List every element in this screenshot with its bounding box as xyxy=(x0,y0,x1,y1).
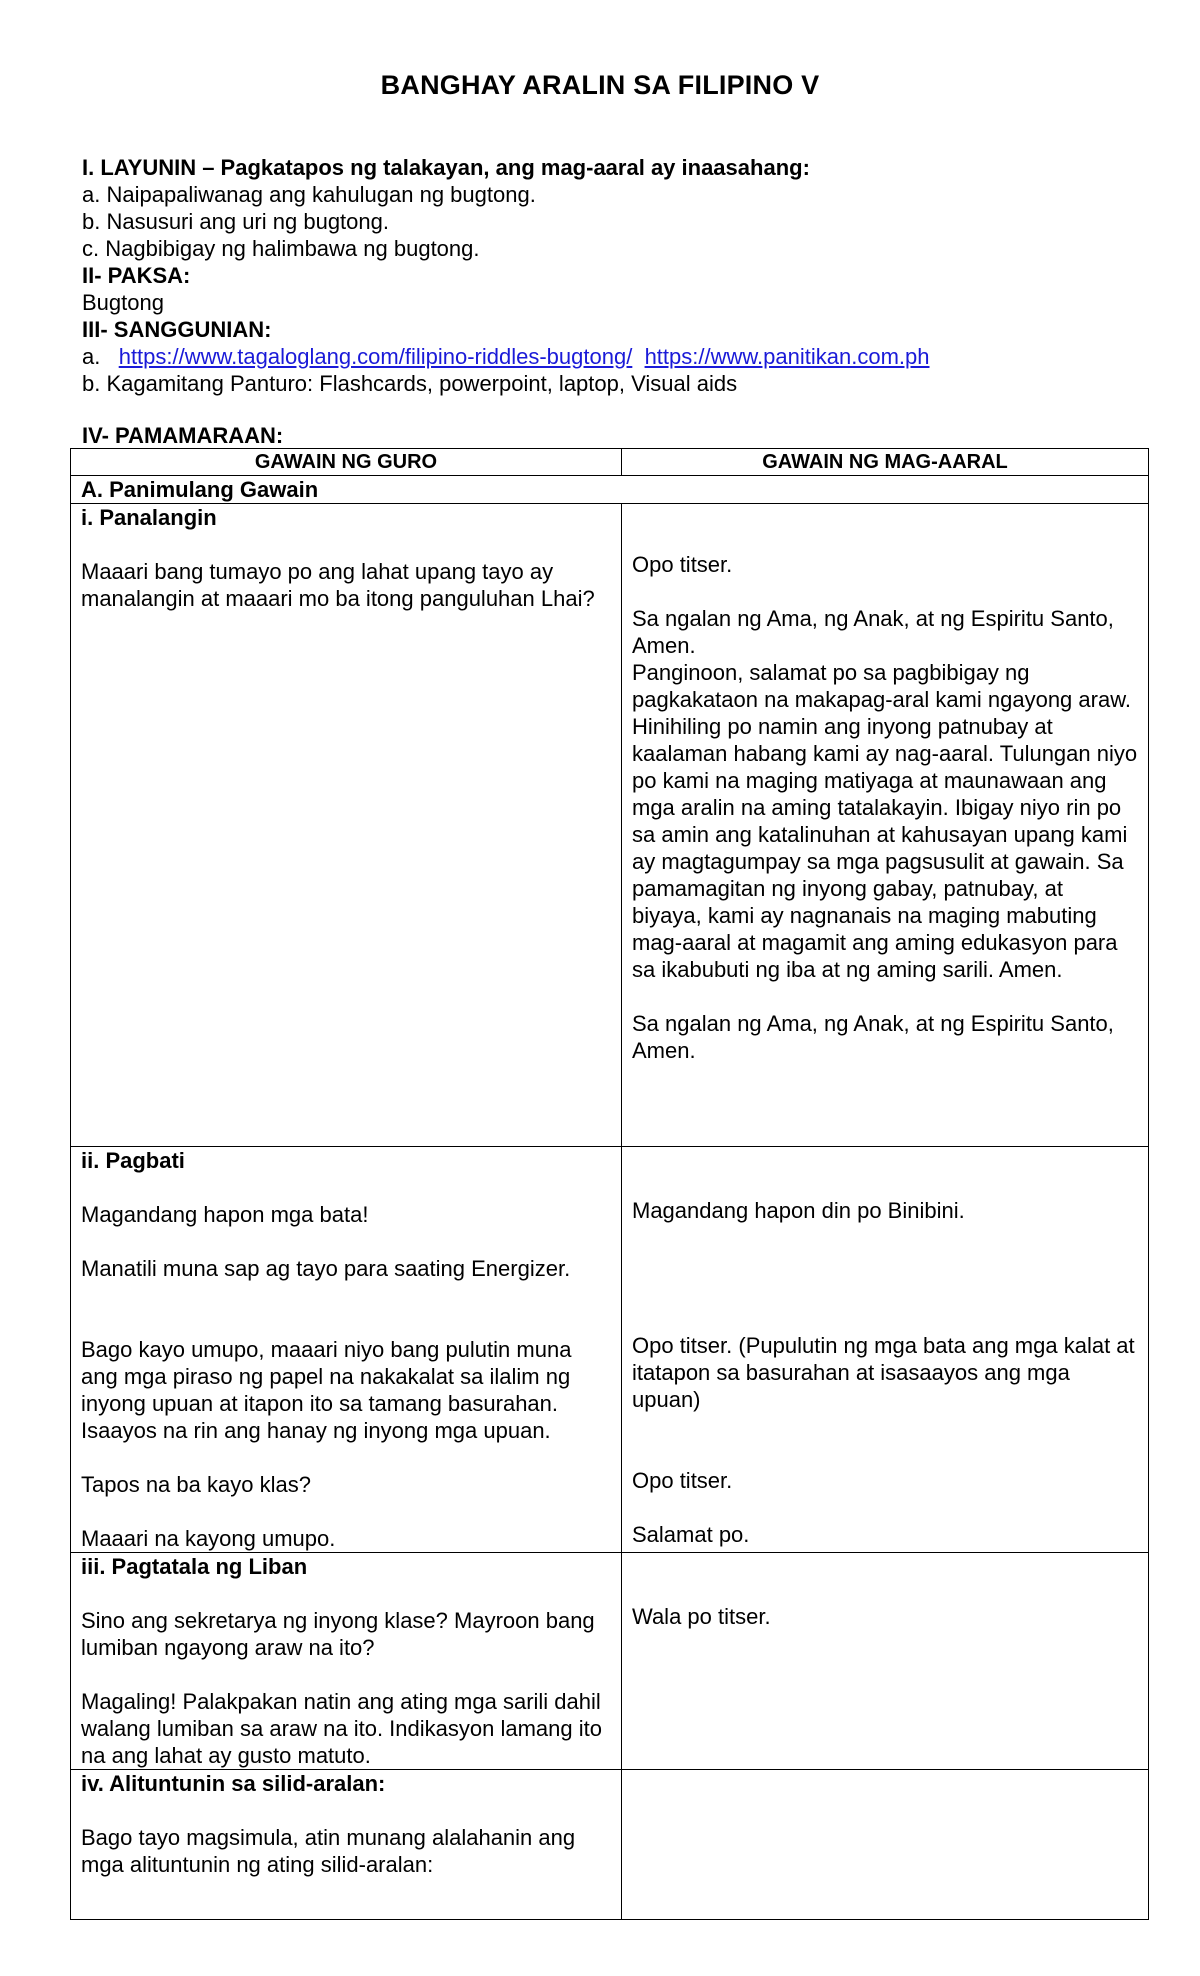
liban-mag-text: Wala po titser. xyxy=(632,1604,771,1629)
sanggunian-a-label: a. xyxy=(82,344,101,369)
panitikan-link[interactable]: https://www.panitikan.com.ph xyxy=(644,344,930,369)
panalangin-prayer-text: Panginoon, salamat po sa pagbibigay ng pagkakataon na makapag-aral kami ngayong araw. Hinihiling po namin ang inyong patnubay at kaalaman habang kami ay nag-aaral. Tulungan niyo po kami na maging matiyaga at maunawaan ang mga aralin na aming tatalakayin. Ibigay niyo rin po sa amin ang katalinuhan at kahusayan upang kami ay magtagumpay sa mga pagsusulit at gawain. Sa pamamagitan ng inyong gabay, patnubay, at biyaya, kami ay nagnanais na maging mabuting mag-aaral at magamit ang aming edukasyon para sa ikabubuti ng iba at ng aming sarili. Amen. xyxy=(632,660,1138,982)
mag-aaral-cell xyxy=(622,1770,1149,1920)
liban-guro-text: Sino ang sekretarya ng inyong klase? Mayroon bang lumiban ngayong araw na ito? xyxy=(81,1608,595,1660)
pagbati-guro-text: Bago kayo umupo, maaari niyo bang pulutin muna ang mga piraso ng papel na nakakalat sa ilalim ng inyong upuan at itapon ito sa tamang basurahan. Isaayos na rin ang hanay ng inyong mga upuan. xyxy=(81,1337,572,1443)
pagbati-guro-text: Magandang hapon mga bata! xyxy=(81,1202,369,1227)
layunin-item: c. Nagbibigay ng halimbawa ng bugtong. xyxy=(82,236,480,261)
mag-aaral-cell xyxy=(622,1147,1149,1553)
pagbati-mag-text: Opo titser. xyxy=(632,1468,733,1493)
layunin-item: b. Nasusuri ang uri ng bugtong. xyxy=(82,209,389,234)
panalangin-mag-text: Opo titser. xyxy=(632,552,733,577)
layunin-heading: I. LAYUNIN – Pagkatapos ng talakayan, ang mag-aaral ay inaasahang: xyxy=(82,155,810,180)
pagbati-guro-text: Tapos na ba kayo klas? xyxy=(81,1472,311,1497)
panalangin-mag-text: Sa ngalan ng Ama, ng Anak, at ng Espiritu Santo, Amen. xyxy=(632,606,1114,658)
guro-cell xyxy=(71,1553,622,1770)
alituntunin-guro-text: Bago tayo magsimula, atin munang alalahanin ang mga alituntunin ng ating silid-aralan: xyxy=(81,1825,576,1877)
table-row xyxy=(71,1147,1149,1553)
section-row xyxy=(71,476,1149,504)
table-header-row xyxy=(71,449,1149,476)
sanggunian-links xyxy=(82,343,1142,370)
paksa-heading: II- PAKSA: xyxy=(82,263,191,288)
panalangin-guro-text: Maaari bang tumayo po ang lahat upang tayo ay manalangin at maaari mo ba itong panguluhan Lhai? xyxy=(81,559,595,611)
column-header-mag-aaral: GAWAIN NG MAG-AARAL xyxy=(622,449,1149,476)
procedure-table xyxy=(70,448,1149,1920)
pamamaraan-heading: IV- PAMAMARAAN: xyxy=(82,423,284,448)
document-title: BANGHAY ARALIN SA FILIPINO V xyxy=(380,70,820,100)
guro-cell xyxy=(71,1147,622,1553)
pagbati-mag-text: Salamat po. xyxy=(632,1522,750,1547)
pagbati-mag-text: Opo titser. (Pupulutin ng mga bata ang mga kalat at itatapon sa basurahan at isasaayos ang mga upuan) xyxy=(632,1333,1135,1412)
pagbati-heading: ii. Pagbati xyxy=(81,1148,185,1173)
table-row xyxy=(71,504,1149,1147)
alituntunin-heading: iv. Alituntunin sa silid-aralan: xyxy=(81,1771,386,1796)
column-header-guro: GAWAIN NG GURO xyxy=(71,449,622,476)
panalangin-mag-text: Sa ngalan ng Ama, ng Anak, at ng Espiritu Santo, Amen. xyxy=(632,1011,1114,1063)
table-row xyxy=(71,1553,1149,1770)
sanggunian-heading: III- SANGGUNIAN: xyxy=(82,317,272,342)
panalangin-heading: i. Panalangin xyxy=(81,505,217,530)
table-row xyxy=(71,1770,1149,1920)
lesson-header xyxy=(82,154,1142,397)
section-a-heading: A. Panimulang Gawain xyxy=(71,476,1149,504)
mag-aaral-cell xyxy=(622,504,1149,1147)
tagaloglang-link[interactable]: https://www.tagaloglang.com/filipino-riddles-bugtong/ xyxy=(118,344,633,369)
layunin-item: a. Naipapaliwanag ang kahulugan ng bugtong. xyxy=(82,182,536,207)
pagbati-guro-text: Maaari na kayong umupo. xyxy=(81,1526,336,1551)
liban-guro-text: Magaling! Palakpakan natin ang ating mga sarili dahil walang lumiban sa araw na ito. Indikasyon lamang ito na ang lahat ay gusto matuto. xyxy=(81,1689,602,1768)
pagbati-guro-text: Manatili muna sap ag tayo para saating Energizer. xyxy=(81,1256,571,1281)
guro-cell xyxy=(71,504,622,1147)
paksa-value: Bugtong xyxy=(82,290,164,315)
guro-cell xyxy=(71,1770,622,1920)
liban-heading: iii. Pagtatala ng Liban xyxy=(81,1554,308,1579)
kagamitang-panturo: b. Kagamitang Panturo: Flashcards, powerpoint, laptop, Visual aids xyxy=(82,371,738,396)
pagbati-mag-text: Magandang hapon din po Binibini. xyxy=(632,1198,965,1223)
mag-aaral-cell xyxy=(622,1553,1149,1770)
